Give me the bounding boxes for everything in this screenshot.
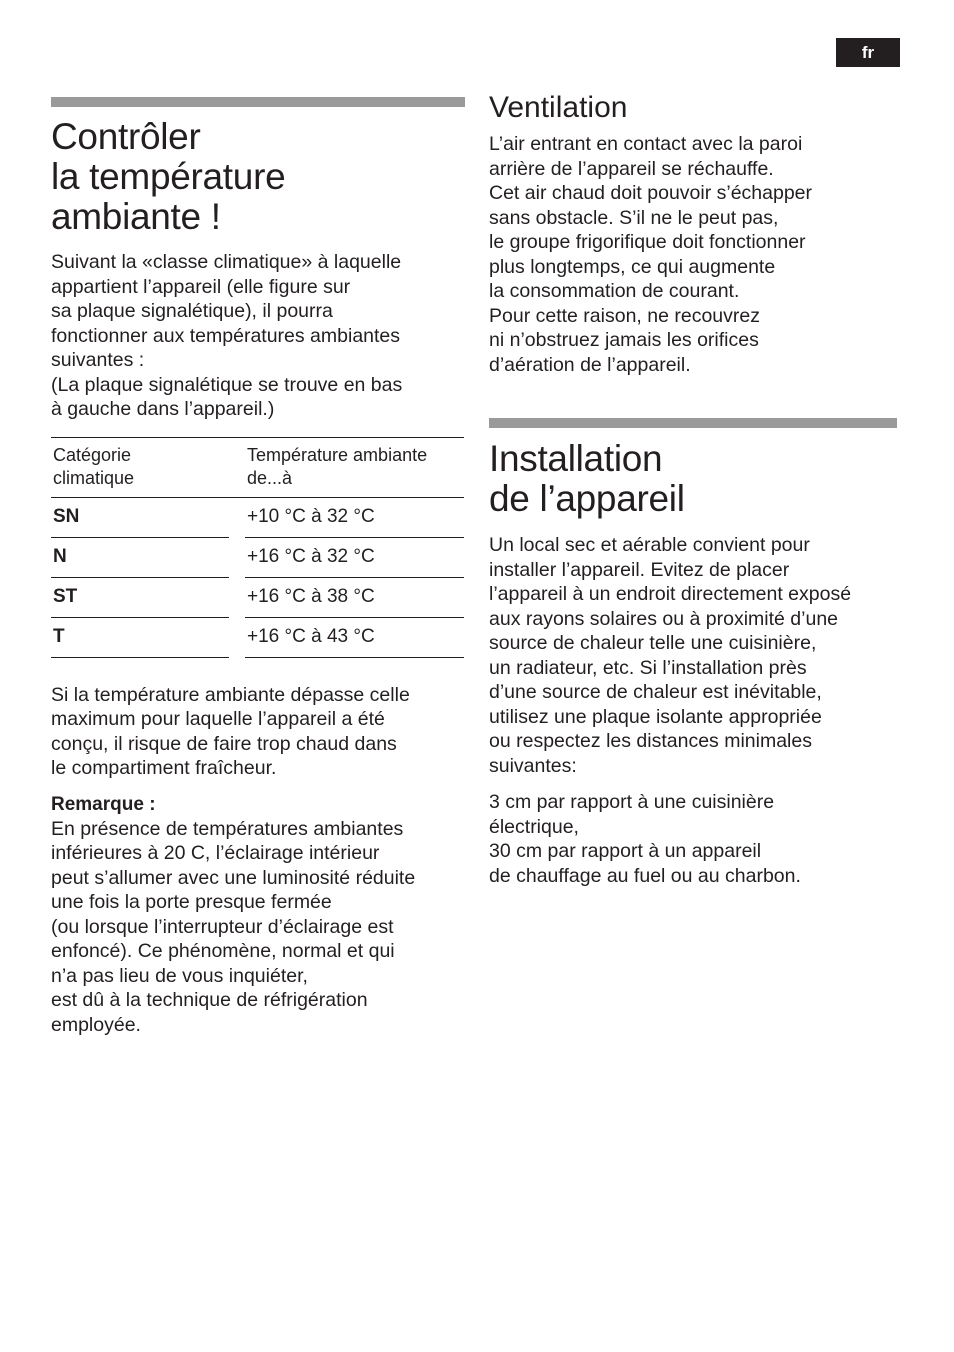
language-tab: fr [836,38,900,67]
distances-paragraph: 3 cm par rapport à une cuisinière électrique, 30 cm par rapport à un appareil de chauffage au fuel ou au charbon. [489,791,801,887]
table-header-row [51,437,464,497]
range-cell: +16 °C à 43 °C [245,617,464,657]
table-row [51,497,464,537]
column-header-temperature: Température ambiante de...à [245,437,464,497]
category-cell: SN [51,497,229,537]
section-rule [489,418,897,428]
table-row [51,617,464,657]
section-title-installation: Installation de l’appareil [489,438,685,519]
category-cell: T [51,617,229,657]
range-cell: +16 °C à 32 °C [245,537,464,577]
column-gap [229,437,245,497]
category-cell: ST [51,577,229,617]
climate-class-table [51,437,464,658]
intro-paragraph: Suivant la «classe climatique» à laquelle appartient l’appareil (elle figure sur sa plaque signalétique), il pourra fonctionner aux températures ambiantes suivantes : (La plaque signalétique se trouve en bas à gauche dans l’appareil.) [51,251,403,420]
table-row [51,537,464,577]
section-title-temperature: Contrôler la température ambiante ! [51,116,286,237]
left-column [51,97,465,1037]
note-paragraph: En présence de températures ambiantes inférieures à 20 C, l’éclairage intérieur peut s’allumer avec une luminosité réduite une fois la porte presque fermée (ou lorsque l’interrupteur d’éclairage est enfoncé). Ce phénomène, normal et qui n’a pas lieu de vous inquiéter, est dû à la technique de réfrigération employée. [51,817,416,1036]
installation-paragraph: Un local sec et aérable convient pour installer l’appareil. Evitez de placer l’appareil à un endroit directement exposé aux rayons solaires ou à proximité d’une source de chaleur telle une cuisinière, un radiateur, etc. Si l’installation près d’une source de chaleur est inévitable, utilisez une plaque isolante appropriée ou respectez les distances minimales suivantes: [489,534,852,777]
section-title-ventilation: Ventilation [489,91,628,124]
table-row [51,577,464,617]
section-rule [51,97,465,107]
right-column [489,90,904,888]
range-cell: +16 °C à 38 °C [245,577,464,617]
column-header-category: Catégorie climatique [51,437,229,497]
category-cell: N [51,537,229,577]
range-cell: +10 °C à 32 °C [245,497,464,537]
note-label: Remarque : [51,793,156,815]
overheat-paragraph: Si la température ambiante dépasse celle maximum pour laquelle l’appareil a été conçu, il risque de faire trop chaud dans le compartiment fraîcheur. [51,683,410,779]
ventilation-paragraph: L’air entrant en contact avec la paroi arrière de l’appareil se réchauffe. Cet air chaud doit pouvoir s’échapper sans obstacle. S’il ne le peut pas, le groupe frigorifique doit fonctionner plus longtemps, ce qui augmente la consommation de courant. Pour cette raison, ne recouvrez ni n’obstruez jamais les orifices d’aération de l’appareil. [489,133,813,376]
